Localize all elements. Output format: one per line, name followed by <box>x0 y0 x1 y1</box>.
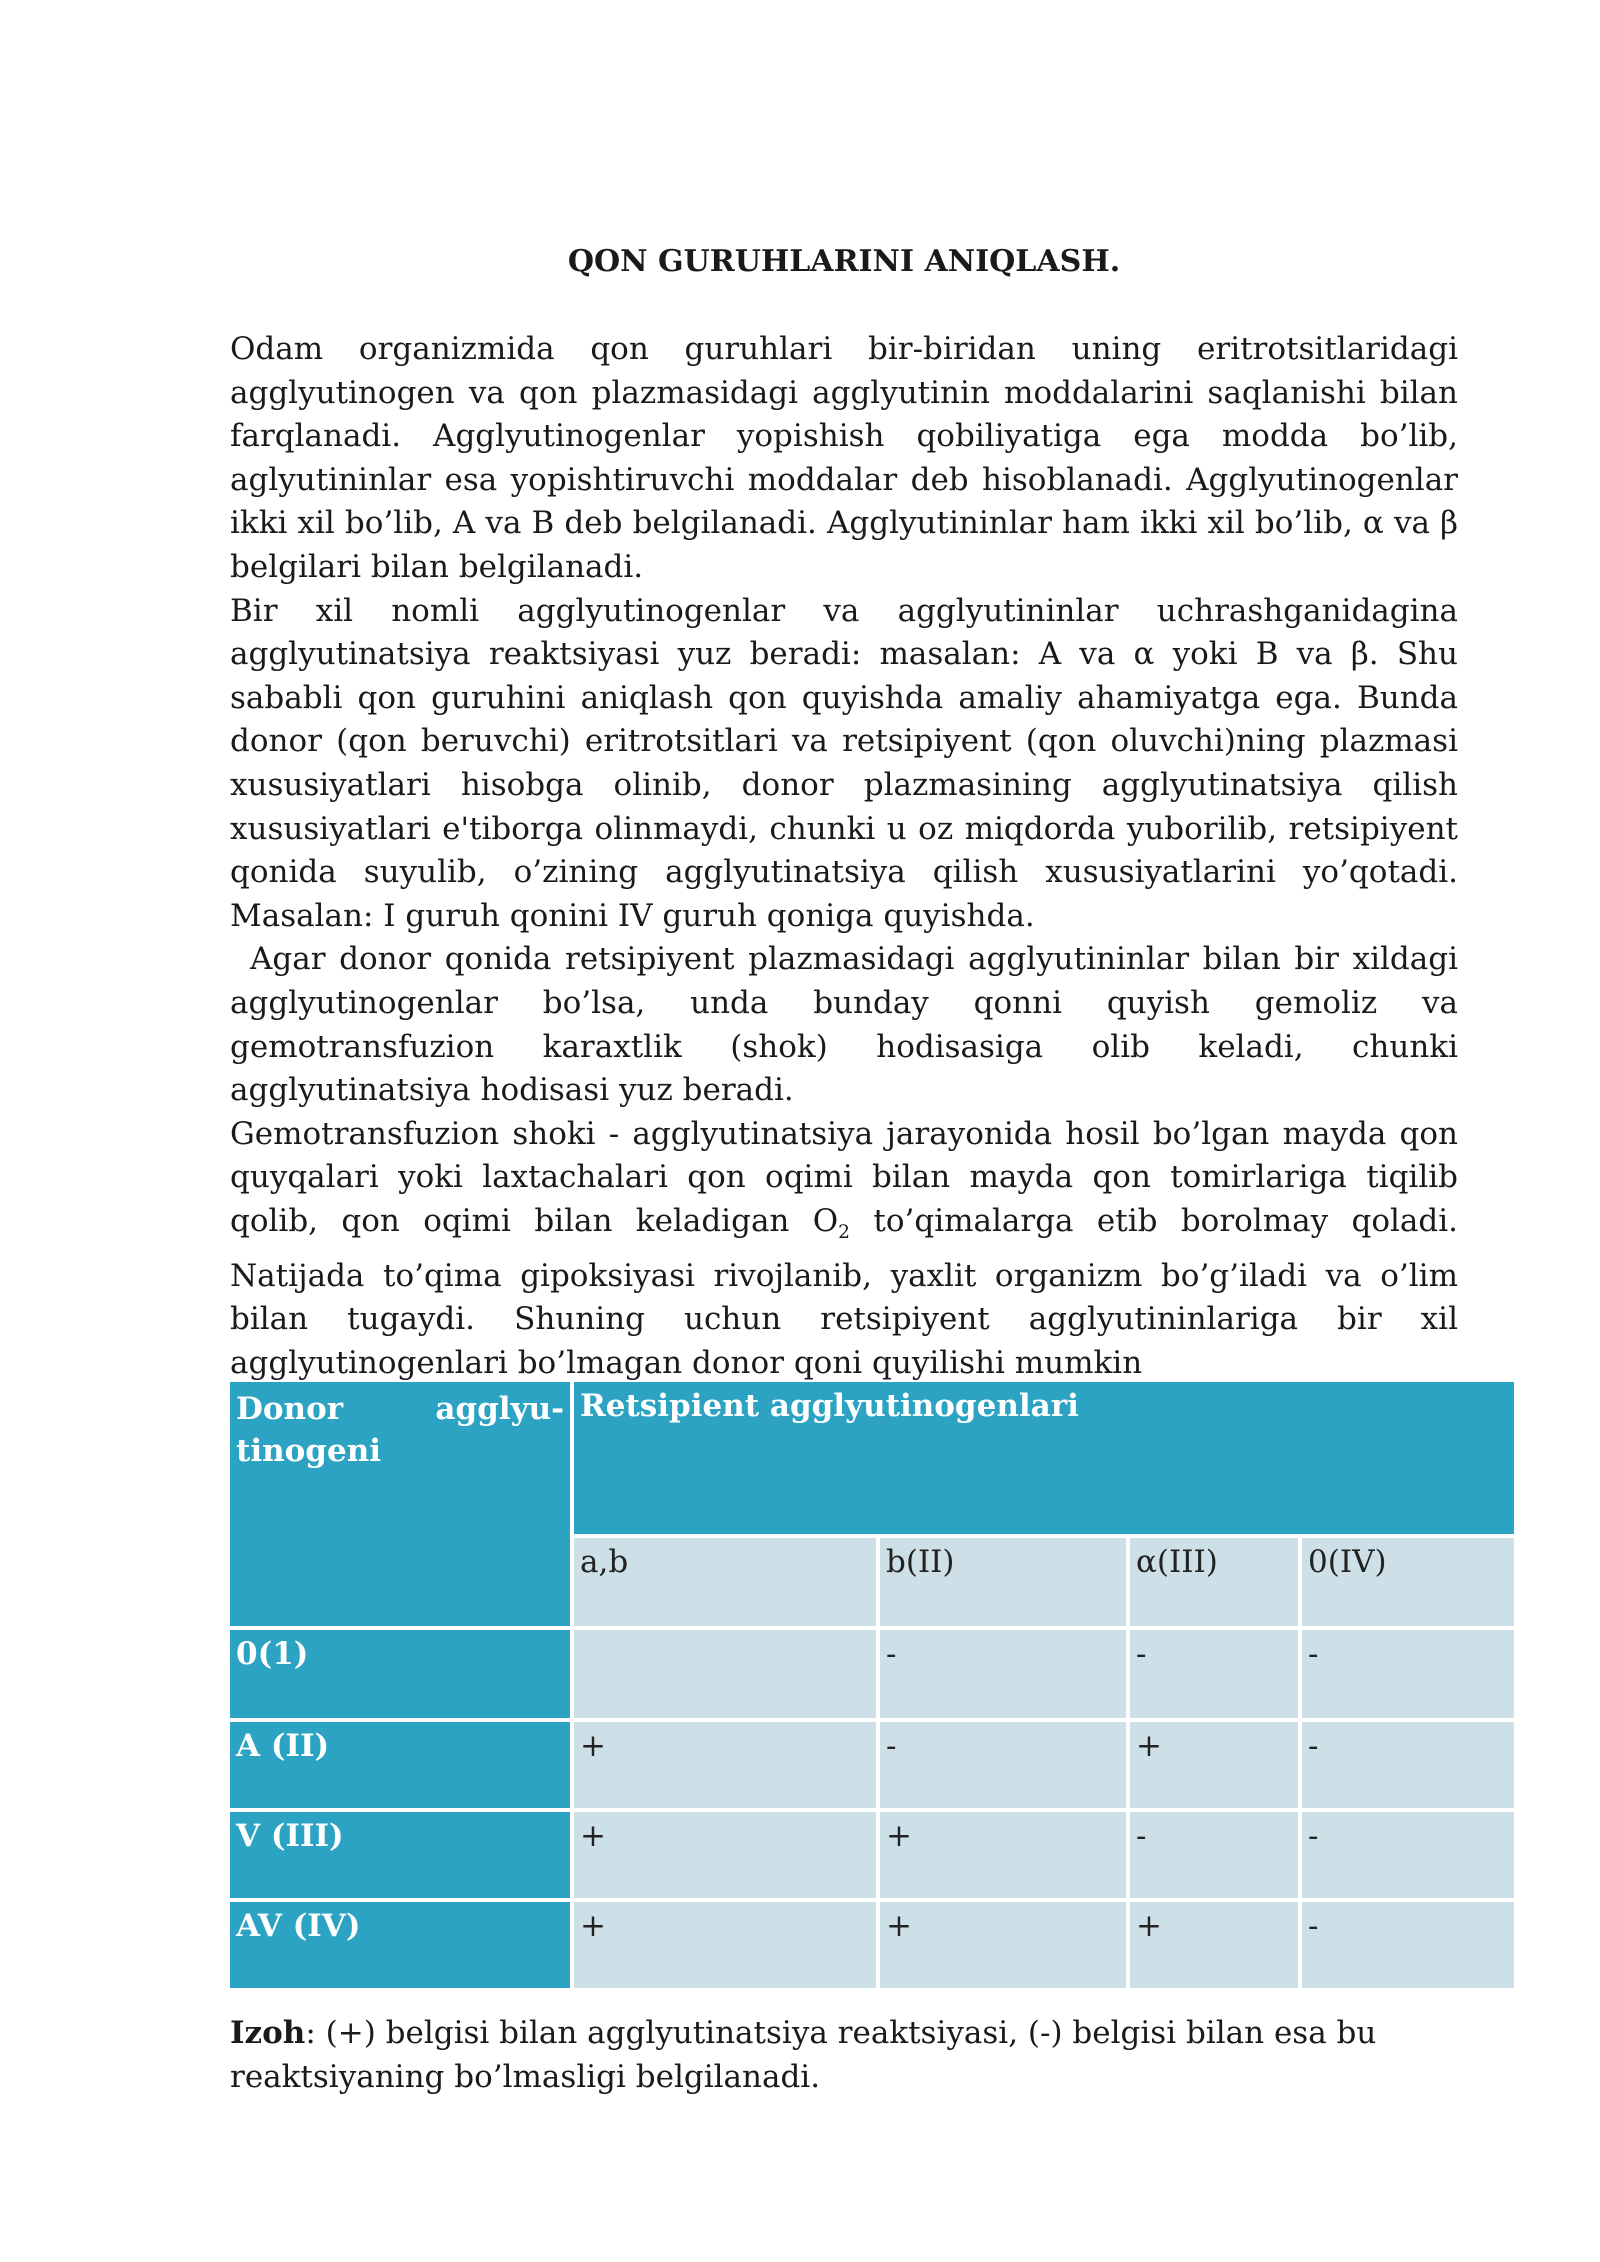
table-cell: - <box>1302 1722 1514 1808</box>
row-header: A (II) <box>230 1722 570 1808</box>
table-cell <box>574 1630 876 1718</box>
row-header: AV (IV) <box>230 1902 570 1988</box>
paragraph-4 <box>230 1113 1458 1386</box>
document-title: QON GURUHLARINI ANIQLASH. <box>567 244 1121 279</box>
table-row <box>230 1812 1514 1898</box>
table-row <box>230 1722 1514 1808</box>
table-cell: + <box>574 1812 876 1898</box>
table-group-header: Retsipient agglyutinogenlari <box>574 1382 1514 1534</box>
table-cell: + <box>1130 1722 1298 1808</box>
table-cell: + <box>880 1812 1126 1898</box>
table-row <box>230 1630 1514 1718</box>
row-header: V (III) <box>230 1812 570 1898</box>
table-cell: - <box>880 1630 1126 1718</box>
table-cell: + <box>574 1902 876 1988</box>
table-cell: - <box>1130 1812 1298 1898</box>
table-note <box>230 2012 1458 2099</box>
table-cell: - <box>1302 1812 1514 1898</box>
paragraph-3: Agar donor qonida retsipiyent plazmasidagi agglyutininlar bilan bir xildagi agglyutinogenlar bo’lsa, unda bunday qonni quyish gemoliz va gemotransfuzion karaxtlik (shok) hodisasiga olib keladi, chunki agglyutinatsiya hodisasi yuz beradi. <box>230 941 1458 1109</box>
table-cell: + <box>1130 1902 1298 1988</box>
paragraph-1: Odam organizmida qon guruhlari bir-biridan uning eritrotsitlaridagi agglyutinogen va qon plazmasidagi agglyutinin moddalarini saqlanishi bilan farqlanadi. Agglyutinogenlar yopishish qobiliyatiga ega modda bo’lib, aglyutininlar esa yopishtiruvchi moddalar deb hisoblanadi. Agglyutinogenlar ikki xil bo’lib, A va B deb belgilanadi. Agglyutininlar ham ikki xil bo’lib, α va β belgilari bilan belgilanadi. <box>230 331 1458 585</box>
note-label: Izoh <box>230 2015 306 2051</box>
table-cell: + <box>880 1902 1126 1988</box>
table-cell: - <box>1302 1902 1514 1988</box>
table-row <box>230 1902 1514 1988</box>
oxygen-subscript: 2 <box>838 1222 851 1244</box>
table-cell: + <box>574 1722 876 1808</box>
table-cell: - <box>1302 1630 1514 1718</box>
paragraph-2: Bir xil nomli agglyutinogenlar va agglyutininlar uchrashganidagina agglyutinatsiya reaktsiyasi yuz beradi: masalan: A va α yoki B va β. Shu sababli qon guruhini aniqlash qon quyishda amaliy ahamiyatga ega. Bunda donor (qon beruvchi) eritrotsitlari va retsipiyent (qon oluvchi)ning plazmasi xususiyatlari hisobga olinib, donor plazmasining agglyutinatsiya qilish xususiyatlari e'tiborga olinmaydi, chunki u oz miqdorda yuborilib, retsipiyent qonida suyulib, o’zining agglyutinatsiya qilish xususiyatlarini yo’qotadi. Masalan: I guruh qonini IV guruh qoniga quyishda. <box>230 592 1458 934</box>
blood-group-table <box>226 1378 1518 1992</box>
note-text: : (+) belgisi bilan agglyutinatsiya reaktsiyasi, (-) belgisi bilan esa bu reaktsiyaning bo’lmasligi belgilanadi. <box>230 2015 1377 2095</box>
column-header: α(III) <box>1130 1538 1298 1626</box>
row-header: 0(1) <box>230 1630 570 1718</box>
table-cell: - <box>1130 1630 1298 1718</box>
shock-text-after: to’qimalarga etib borolmay qoladi. Natijada to’qima gipoksiyasi rivojlanib, yaxlit organizm bo’g’iladi va o’lim bilan tugaydi. Shuning uchun retsipiyent agglyutininlariga bir xil agglyutinogenlari bo’lmagan donor qoni quyilishi mumkin <box>230 1202 1458 1381</box>
document-body <box>230 328 1458 1385</box>
column-header: a,b <box>574 1538 876 1626</box>
table-cell: - <box>880 1722 1126 1808</box>
shock-text-before: Gemotransfuzion shoki - agglyutinatsiya jarayonida hosil bo’lgan mayda qon quyqalari yoki laxtachalari qon oqimi bilan mayda qon tomirlariga tiqilib qolib, qon oqimi bilan keladigan O <box>230 1115 1458 1239</box>
table-corner-header: Donor agglyu-tinogeni <box>230 1382 570 1626</box>
column-header: b(II) <box>880 1538 1126 1626</box>
column-header: 0(IV) <box>1302 1538 1514 1626</box>
